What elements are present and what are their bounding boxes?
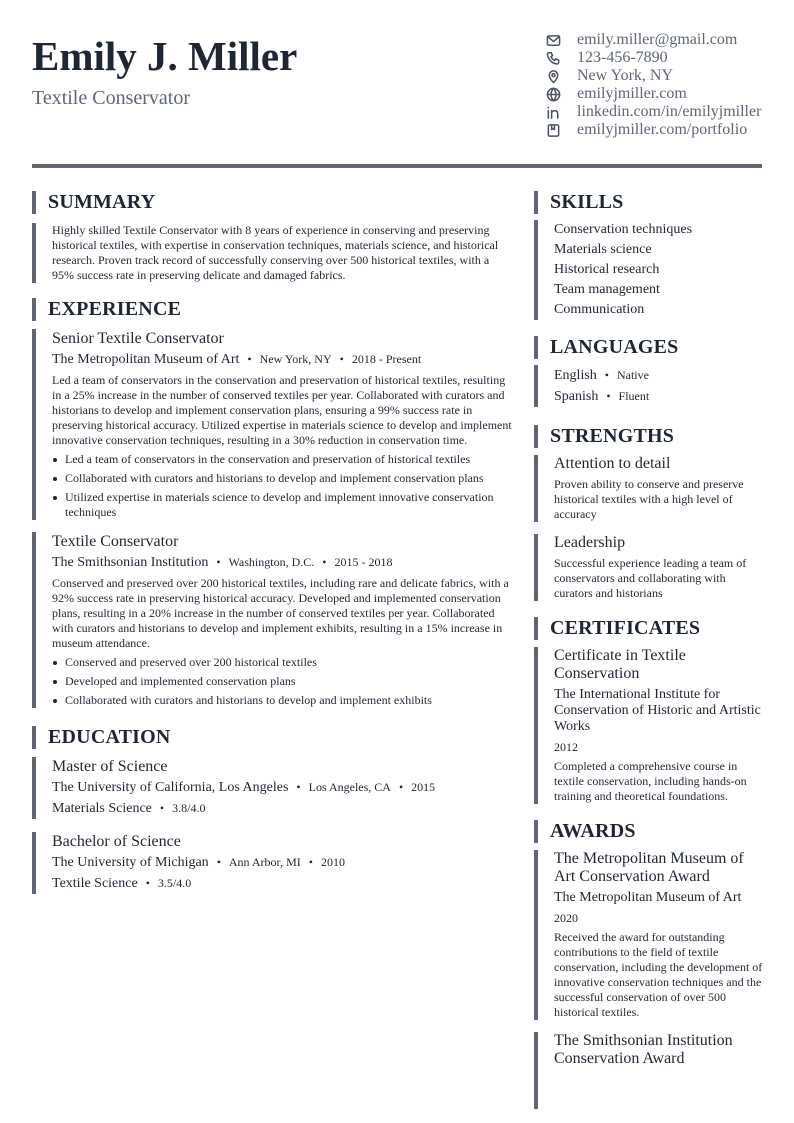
languages-heading: LANGUAGES [534, 336, 764, 359]
portfolio-icon [544, 121, 562, 139]
separator-dot: • [604, 368, 609, 382]
experience-org: The Metropolitan Museum of Art [52, 352, 240, 367]
experience-dates: 2018 - Present [351, 352, 422, 366]
education-entry [32, 832, 512, 894]
skill-item: Communication [554, 302, 645, 317]
linkedin-icon [544, 103, 562, 121]
certificates-heading: CERTIFICATES [534, 617, 764, 640]
education-year: 2015 [411, 780, 436, 794]
summary-text: Highly skilled Textile Conservator with 8 years of experience in conserving and preserving historical textiles, with expertise in conservation techniques, materials science, and historical research. Proven track record of successfully conserving over 500 historical textiles, with a 95% success rate in preserving delicate and damaged fabrics. [52, 223, 499, 282]
experience-bullets [52, 655, 512, 708]
contact-email-text: emily.miller@gmail.com [577, 31, 738, 48]
education-gpa: 3.5/4.0 [157, 876, 192, 890]
skill-item: Historical research [554, 262, 660, 277]
contact-list [544, 31, 774, 139]
contact-location [544, 67, 774, 85]
strength-card [534, 534, 764, 601]
award-card [534, 1032, 764, 1109]
experience-bullet: Collaborated with curators and historians to develop and implement exhibits [52, 693, 512, 708]
experience-heading: EXPERIENCE [32, 298, 512, 321]
education-heading: EDUCATION [32, 726, 512, 749]
education-meta [52, 852, 512, 873]
education-degree: Master of Science [52, 758, 168, 775]
certificate-issuer: The International Institute for Conservation of Historic and Artistic Works [554, 687, 761, 734]
summary-heading: SUMMARY [32, 191, 512, 214]
separator-dot: • [308, 855, 313, 869]
sidebar-column [534, 191, 764, 1109]
mail-icon [544, 31, 562, 49]
language-item [554, 365, 764, 386]
skills-heading: SKILLS [534, 191, 764, 214]
summary-block [32, 223, 512, 283]
separator-dot: • [216, 555, 221, 569]
education-field-row [52, 873, 512, 894]
awards-heading: AWARDS [534, 820, 764, 843]
contact-phone[interactable] [544, 49, 774, 67]
award-title: The Smithsonian Institution Conservation Award [554, 1032, 733, 1067]
phone-icon [544, 49, 562, 67]
contact-phone-text: 123-456-7890 [577, 49, 668, 66]
education-gpa: 3.8/4.0 [172, 801, 206, 815]
award-year: 2020 [554, 911, 578, 925]
certificate-card [534, 647, 764, 804]
contact-website-text: emilyjmiller.com [577, 85, 687, 102]
strength-title: Leadership [554, 534, 626, 551]
globe-icon [544, 85, 562, 103]
contact-email[interactable] [544, 31, 774, 49]
separator-dot: • [296, 780, 301, 794]
experience-meta [52, 552, 512, 573]
candidate-name: Emily J. Miller [32, 33, 298, 79]
contact-website[interactable] [544, 85, 774, 103]
experience-bullet: Utilized expertise in materials science to develop and implement innovative conservation techniques [52, 490, 512, 520]
separator-dot: • [322, 555, 327, 569]
skill-item: Team management [554, 282, 660, 297]
languages-block [534, 365, 764, 407]
certificate-year: 2012 [554, 740, 578, 754]
experience-entry [32, 329, 512, 520]
experience-title: Senior Textile Conservator [52, 330, 224, 347]
separator-dot: • [145, 876, 150, 890]
strength-description: Successful experience leading a team of conservators and collaborating with curators and historians [554, 556, 747, 600]
strengths-heading: STRENGTHS [534, 425, 764, 448]
contact-linkedin-text: linkedin.com/in/emilyjmiller [577, 103, 762, 120]
education-location: Ann Arbor, MI [228, 855, 301, 869]
experience-org: The Smithsonian Institution [52, 555, 209, 570]
contact-location-text: New York, NY [577, 67, 674, 84]
education-entry [32, 757, 512, 819]
experience-bullet: Conserved and preserved over 200 historical textiles [52, 655, 512, 670]
education-field-row [52, 798, 512, 819]
experience-bullet: Developed and implemented conservation plans [52, 674, 512, 689]
separator-dot: • [339, 352, 344, 366]
education-field: Materials Science [52, 801, 152, 816]
experience-bullet: Led a team of conservators in the conservation and preservation of historical textiles [52, 452, 512, 467]
education-field: Textile Science [52, 876, 138, 891]
separator-dot: • [216, 855, 221, 869]
experience-bullets [52, 452, 512, 520]
education-location: Los Angeles, CA [308, 780, 391, 794]
education-meta [52, 777, 512, 798]
skill-item: Conservation techniques [554, 222, 693, 237]
experience-location: Washington, D.C. [228, 555, 315, 569]
contact-portfolio[interactable] [544, 121, 774, 139]
education-school: The University of California, Los Angeles [52, 780, 289, 795]
language-name: Spanish [554, 389, 599, 404]
experience-bullet: Collaborated with curators and historians to develop and implement conservation plans [52, 471, 512, 486]
award-card [534, 850, 764, 1020]
separator-dot: • [606, 389, 611, 403]
education-school: The University of Michigan [52, 855, 209, 870]
education-year: 2010 [320, 855, 345, 869]
separator-dot: • [398, 780, 404, 794]
experience-dates: 2015 - 2018 [334, 555, 393, 569]
award-issuer: The Metropolitan Museum of Art [554, 890, 742, 905]
strength-title: Attention to detail [554, 455, 671, 472]
resume-header [32, 30, 762, 150]
skill-item: Materials science [554, 242, 652, 257]
contact-portfolio-text: emilyjmiller.com/portfolio [577, 121, 748, 138]
experience-meta [52, 349, 512, 370]
experience-title: Textile Conservator [52, 533, 179, 550]
education-degree: Bachelor of Science [52, 833, 181, 850]
job-title: Textile Conservator [32, 87, 190, 109]
skills-block [534, 220, 764, 320]
header-divider [32, 164, 762, 168]
separator-dot: • [247, 352, 252, 366]
language-level: Fluent [618, 389, 650, 403]
language-name: English [554, 368, 597, 383]
experience-description: Conserved and preserved over 200 historical textiles, including rare and delicate fabrics, with a 92% success rate in preserving historical accuracy. Developed and implemented conservation plans, resulting in a 20% increase in the number of conserved textiles per year. Collaborated with curators and historians to develop and implement exhibits, resulting in a 15% increase in museum attendance. [52, 576, 509, 650]
language-item [554, 386, 764, 407]
language-level: Native [616, 368, 649, 382]
location-pin-icon [544, 67, 562, 85]
award-description: Received the award for outstanding contributions to the field of textile conservation, including the development of innovative conservation techniques and the successful conservation of over 500 historical textiles. [554, 930, 763, 1019]
certificate-title: Certificate in Textile Conservation [554, 647, 686, 682]
experience-location: New York, NY [259, 352, 332, 366]
award-title: The Metropolitan Museum of Art Conservation Award [554, 850, 744, 885]
separator-dot: • [159, 801, 165, 815]
experience-description: Led a team of conservators in the conservation and preservation of historical textiles, resulting in a 25% increase in the number of conserved textiles per year. Collaborated with curators and historians to develop and implement conservation plans, ensuring a 99% success rate in preserving historical accuracy. Utilized expertise in materials science to develop and implement innovative conservation techniques, resulting in a 30% reduction in conservation time. [52, 373, 512, 447]
certificate-description: Completed a comprehensive course in textile conservation, including hands-on training and theoretical foundations. [554, 759, 747, 803]
experience-entry [32, 532, 512, 708]
main-column [32, 191, 512, 894]
contact-linkedin[interactable] [544, 103, 774, 121]
strength-card [534, 455, 764, 522]
strength-description: Proven ability to conserve and preserve historical textiles with a high level of accuracy [554, 477, 744, 521]
